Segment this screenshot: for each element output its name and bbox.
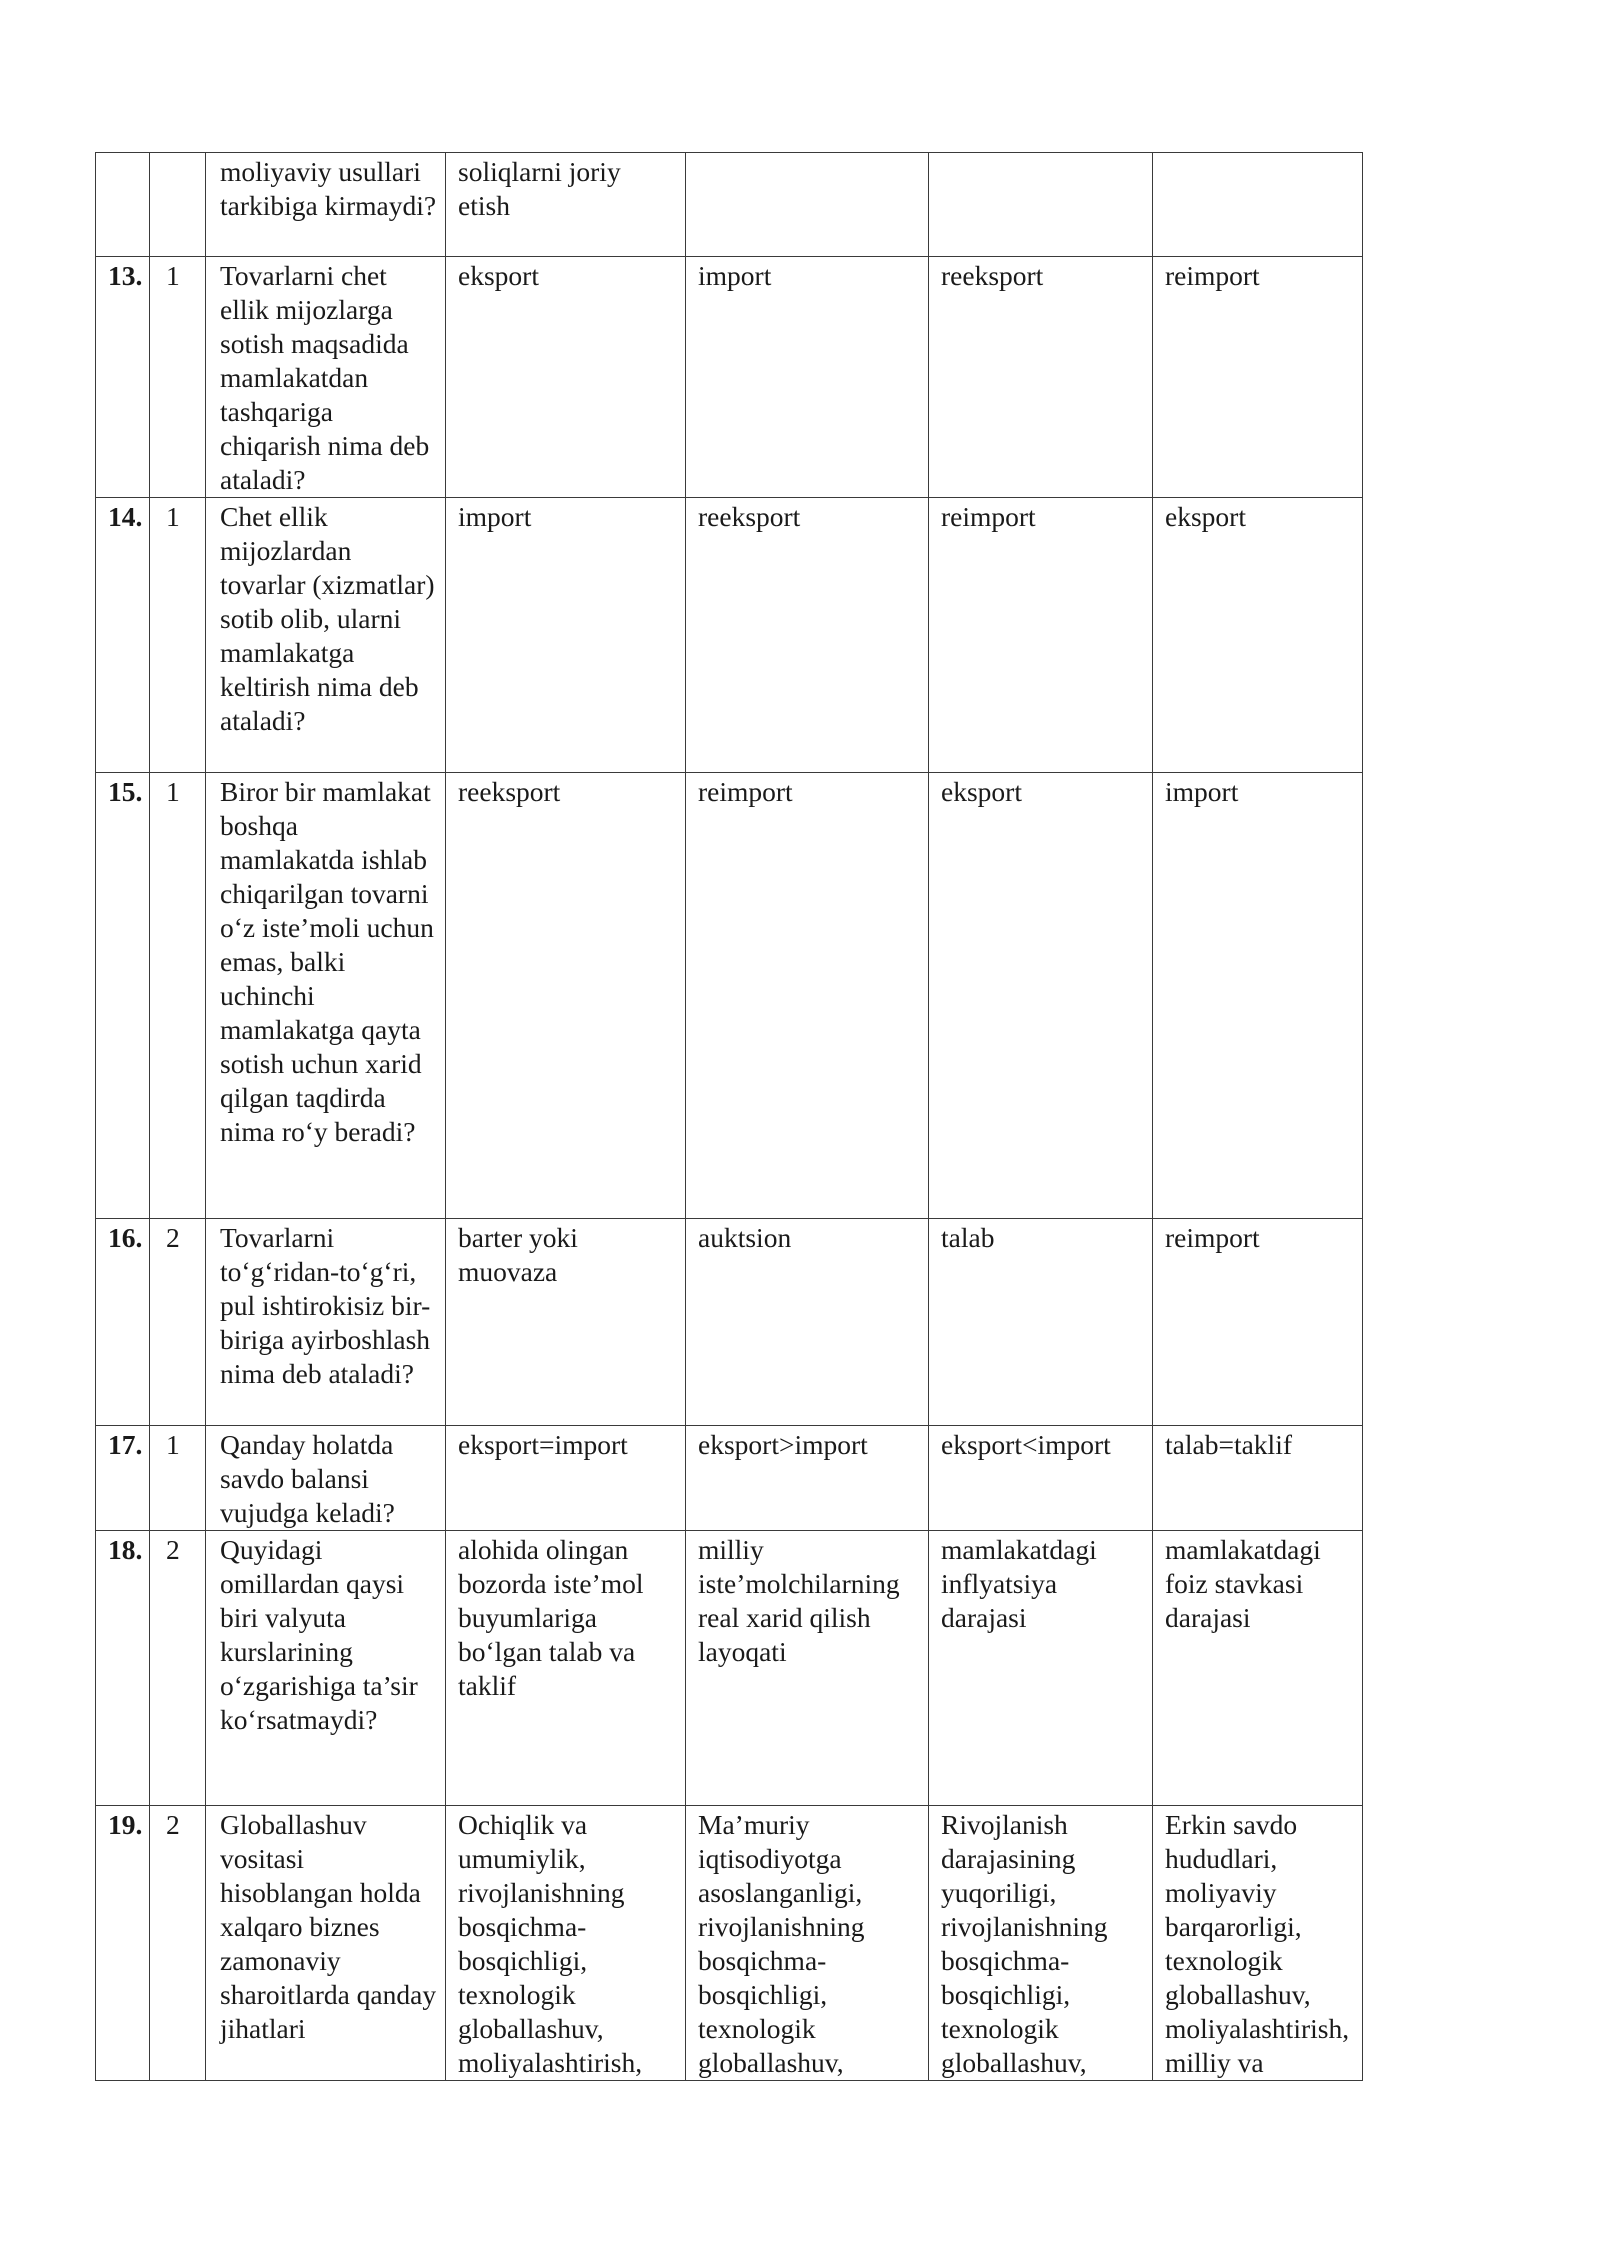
answer-option-b: reimport [686,773,929,1219]
difficulty-level: 1 [150,773,206,1219]
difficulty-level: 2 [150,1806,206,2081]
question-number: 14. [96,498,150,773]
answer-option-d: reimport [1153,257,1363,498]
table-row [96,1806,1363,2081]
question-text: moliyaviy usullari tarkibiga kirmaydi? [206,153,446,257]
answer-option-a: reeksport [446,773,686,1219]
answer-option-c: talab [929,1219,1153,1426]
difficulty-level: 1 [150,257,206,498]
question-text: Tovarlarni chet ellik mijozlarga sotish maqsadida mamlakatdan tashqariga chiqarish nima deb ataladi? [206,257,446,498]
question-text: Chet ellik mijozlardan tovarlar (xizmatlar) sotib olib, ularni mamlakatga keltirish nima deb ataladi? [206,498,446,773]
answer-option-b: auktsion [686,1219,929,1426]
question-number: 19. [96,1806,150,2081]
answer-option-c: reimport [929,498,1153,773]
difficulty-level: 1 [150,1426,206,1531]
answer-option-c [929,153,1153,257]
answer-option-d: Erkin savdo hududlari, moliyaviy barqarorligi, texnologik globallashuv, moliyalashtirish, milliy va [1153,1806,1363,2081]
question-number: 15. [96,773,150,1219]
question-number: 18. [96,1531,150,1806]
answer-option-b [686,153,929,257]
answer-option-d: import [1153,773,1363,1219]
question-text: Biror bir mamlakat boshqa mamlakatda ishlab chiqarilgan tovarni o‘z iste’moli uchun emas, balki uchinchi mamlakatga qayta sotish uchun xarid qilgan taqdirda nima ro‘y beradi? [206,773,446,1219]
answer-option-b: eksport>import [686,1426,929,1531]
answer-option-a: soliqlarni joriy etish [446,153,686,257]
answer-option-d: mamlakatdagi foiz stavkasi darajasi [1153,1531,1363,1806]
answer-option-a: eksport [446,257,686,498]
difficulty-level [150,153,206,257]
answer-option-a: import [446,498,686,773]
answer-option-a: alohida olingan bozorda iste’mol buyumlariga bo‘lgan talab va taklif [446,1531,686,1806]
question-number: 13. [96,257,150,498]
table-row [96,1426,1363,1531]
difficulty-level: 2 [150,1531,206,1806]
answer-option-b: reeksport [686,498,929,773]
question-text: Quyidagi omillardan qaysi biri valyuta kurslarining o‘zgarishiga ta’sir ko‘rsatmaydi? [206,1531,446,1806]
table-row [96,773,1363,1219]
answer-option-d: talab=taklif [1153,1426,1363,1531]
answer-option-c: reeksport [929,257,1153,498]
table-row [96,257,1363,498]
question-number: 17. [96,1426,150,1531]
difficulty-level: 2 [150,1219,206,1426]
answer-option-d: reimport [1153,1219,1363,1426]
answer-option-b: milliy iste’molchilarning real xarid qilish layoqati [686,1531,929,1806]
answer-option-a: barter yoki muovaza [446,1219,686,1426]
difficulty-level: 1 [150,498,206,773]
answer-option-a: Ochiqlik va umumiylik, rivojlanishning bosqichma-bosqichligi, texnologik globallashuv, moliyalashtirish, [446,1806,686,2081]
question-number [96,153,150,257]
question-text: Globallashuv vositasi hisoblangan holda xalqaro biznes zamonaviy sharoitlarda qanday jihatlari [206,1806,446,2081]
test-questions-table [95,152,1363,2081]
answer-option-c: mamlakatdagi inflyatsiya darajasi [929,1531,1153,1806]
table-row [96,1219,1363,1426]
question-text: Tovarlarni to‘g‘ridan-to‘g‘ri, pul ishtirokisiz bir-biriga ayirboshlash nima deb ataladi? [206,1219,446,1426]
answer-option-a: eksport=import [446,1426,686,1531]
answer-option-b: import [686,257,929,498]
table-row [96,498,1363,773]
answer-option-c: eksport [929,773,1153,1219]
table-row [96,153,1363,257]
answer-option-c: Rivojlanish darajasining yuqoriligi, rivojlanishning bosqichma-bosqichligi, texnologik globallashuv, [929,1806,1153,2081]
question-text: Qanday holatda savdo balansi vujudga keladi? [206,1426,446,1531]
table-row [96,1531,1363,1806]
question-number: 16. [96,1219,150,1426]
answer-option-d: eksport [1153,498,1363,773]
answer-option-c: eksport<import [929,1426,1153,1531]
answer-option-d [1153,153,1363,257]
answer-option-b: Ma’muriy iqtisodiyotga asoslanganligi, rivojlanishning bosqichma-bosqichligi, texnologik globallashuv, [686,1806,929,2081]
